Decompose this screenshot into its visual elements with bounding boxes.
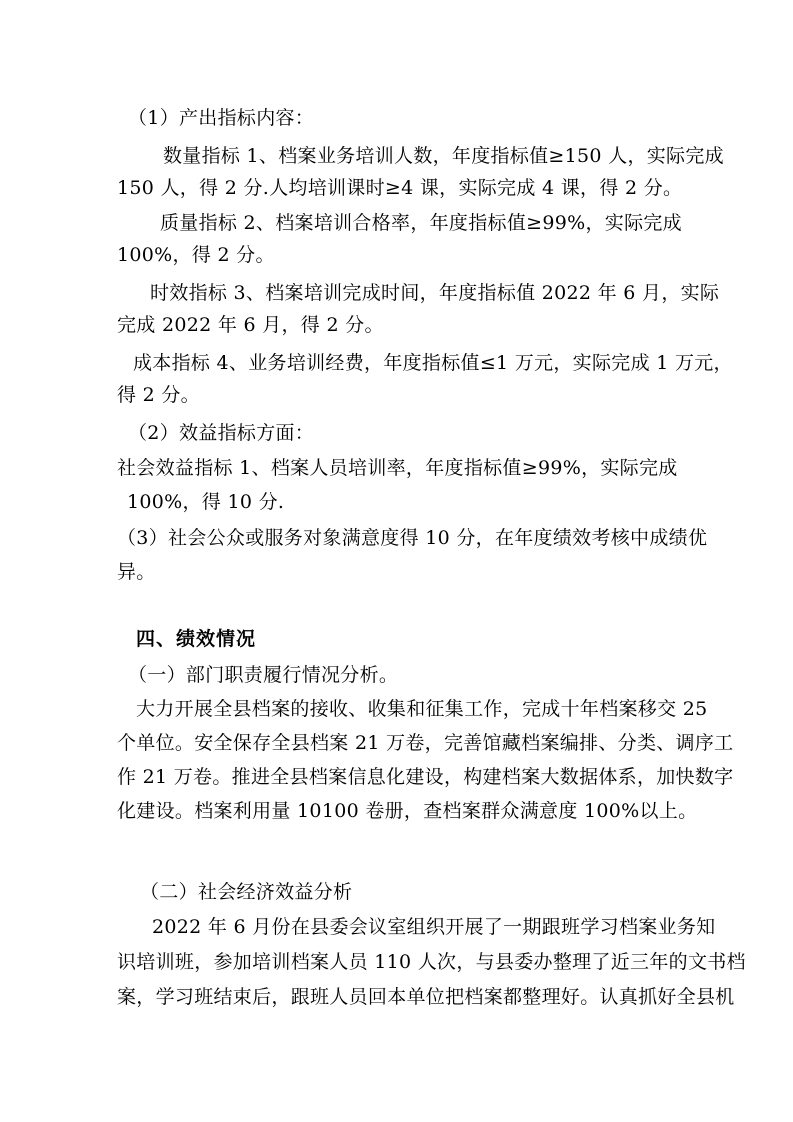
benefit-indicators-heading: （2）效益指标方面： — [128, 422, 315, 444]
economic-benefit-line: 识培训班，参加培训档案人员 110 人次，与县委办整理了近三年的文书档 — [117, 951, 746, 973]
output-indicators-heading: （1）产出指标内容： — [128, 107, 315, 129]
quantity-indicator-line: 数量指标 1、档案业务培训人数，年度指标值≥150 人，实际完成 — [163, 145, 724, 167]
economic-benefit-heading: （二）社会经济效益分析 — [140, 881, 353, 903]
duty-analysis-line: 个单位。安全保存全县档案 21 万卷，完善馆藏档案编排、分类、调序工 — [117, 732, 734, 754]
duty-analysis-line: 作 21 万卷。推进全县档案信息化建设，构建档案大数据体系，加快数字 — [117, 766, 734, 788]
economic-benefit-line: 案，学习班结束后，跟班人员回本单位把档案都整理好。认真抓好全县机 — [117, 986, 735, 1008]
satisfaction-line: 异。 — [117, 561, 156, 583]
duty-analysis-line: 大力开展全县档案的接收、收集和征集工作，完成十年档案移交 25 — [136, 698, 708, 720]
timeliness-indicator-line: 完成 2022 年 6 月，得 2 分。 — [117, 314, 384, 336]
timeliness-indicator-line: 时效指标 3、档案培训完成时间，年度指标值 2022 年 6 月，实际 — [150, 282, 720, 304]
quality-indicator-line: 质量指标 2、档案培训合格率，年度指标值≥99%，实际完成 — [160, 212, 682, 234]
economic-benefit-line: 2022 年 6 月份在县委会议室组织开展了一期跟班学习档案业务知 — [152, 916, 716, 938]
cost-indicator-line: 得 2 分。 — [117, 384, 200, 406]
quantity-indicator-line: 150 人，得 2 分.人均培训课时≥4 课，实际完成 4 课，得 2 分。 — [117, 177, 683, 199]
social-benefit-line: 社会效益指标 1、档案人员培训率，年度指标值≥99%，实际完成 — [117, 457, 678, 479]
satisfaction-line: （3）社会公众或服务对象满意度得 10 分，在年度绩效考核中成绩优 — [117, 527, 708, 549]
cost-indicator-line: 成本指标 4、业务培训经费，年度指标值≤1 万元，实际完成 1 万元， — [133, 352, 733, 374]
social-benefit-line: 100%，得 10 分. — [127, 491, 285, 513]
duty-analysis-heading: （一）部门职责履行情况分析。 — [128, 664, 399, 686]
section-title: 四、绩效情况 — [136, 628, 257, 650]
duty-analysis-line: 化建设。档案利用量 10100 卷册，查档案群众满意度 100%以上。 — [117, 800, 698, 822]
quality-indicator-line: 100%，得 2 分。 — [117, 244, 275, 266]
